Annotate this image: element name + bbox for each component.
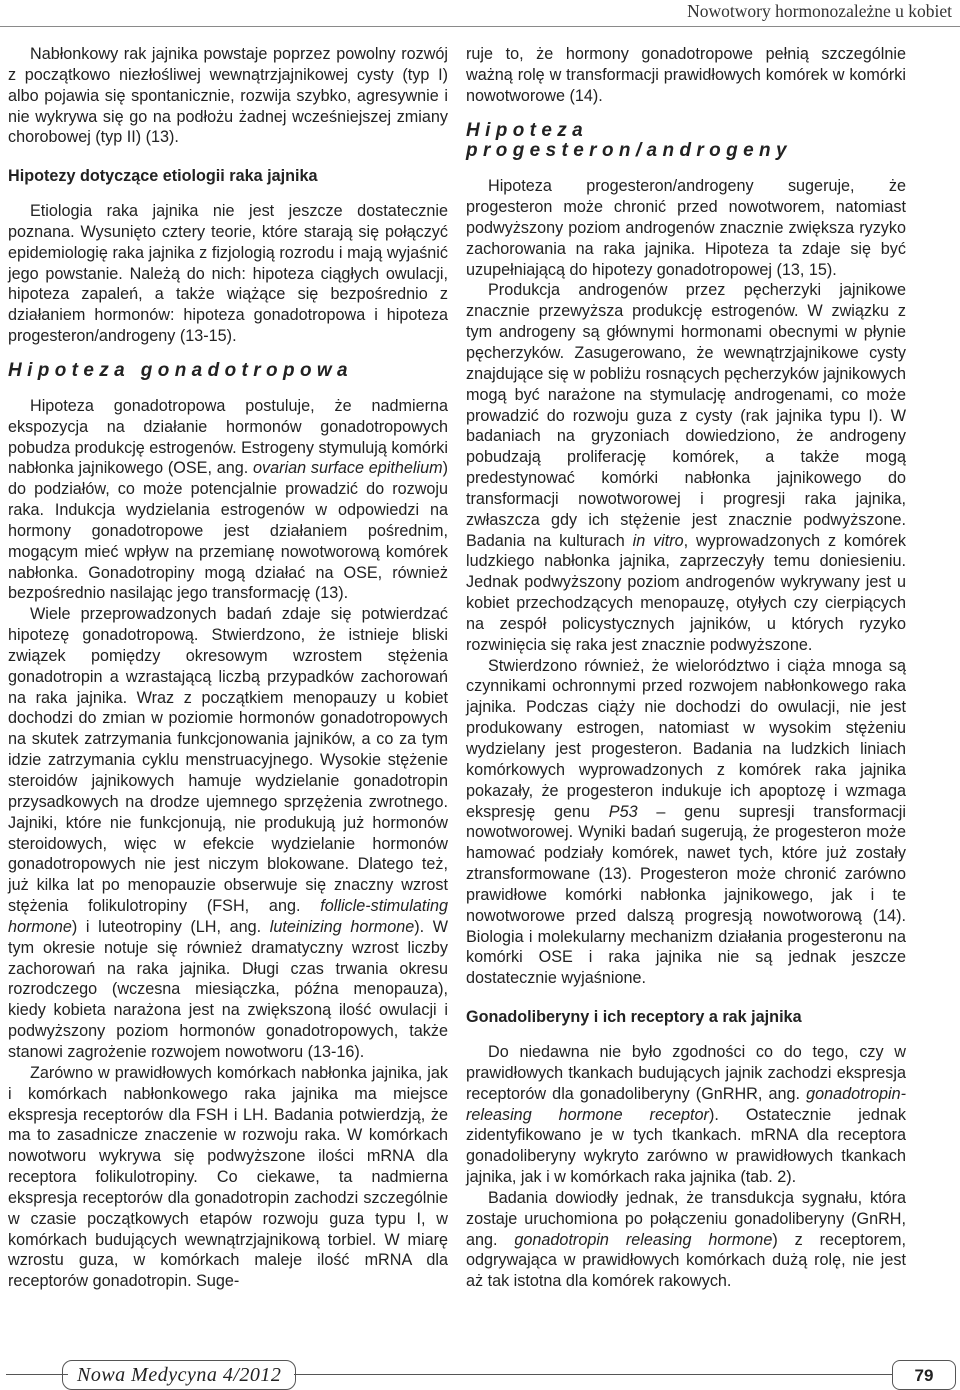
section-heading-gnrh: Gonadoliberyny i ich receptory a rak jajnika: [466, 1008, 802, 1027]
paragraph-progesterone-2: Produkcja androgenów przez pęcherzyki jajnikowe znacznie przewyższa produkcję estrogenów. W związku z tym androgeny są głównymi hormonami obecnymi w płynie pęcherzyków. Zasugerowano, że wewnątrzjajnikowe cysty znajdujące się w pobliżu rosnących pęcherzyków jajnikowych mogą być narażone na stymulację androgenami, co może prowadzić do rozwoju guza z cysty (rak jajnika typu I). W badaniach na gryzoniach dowiedziono, że androgeny pobudzają proliferację komórek, a także mogą predestynować komórki nabłonka jajnikowego do transformacji nowotworowej i progresji raka jajnika, zwłaszcza gdy ich stężenie jest znacznie podwyższone. Badania na kulturach in vitro, wyprowadzonych z komórek ludzkiego nabłonka jajnika, zaprzeczyły temu doniesieniu. Jednak podwyższony poziom androgenów wykrywany jest u kobiet przechodzących menopauzę, otyłych czy cierpiących na zespół policystycznych jajników, u których ryzyko rozwinięcia się raka jest znacznie podwyższone.: [466, 281, 906, 654]
journal-name-box: [62, 1360, 296, 1390]
paragraph-gonadotropic-2: Wiele przeprowadzonych badań zdaje się potwierdzać hipotezę gonadotropową. Stwierdzono, że istnieje bliski związek pomiędzy okresowym wzrostem stężenia gonadotropin a wzrastającą liczbą przypadków zachorowań na raka jajnika. Wraz z początkiem menopauzy u kobiet dochodzi do zmian w poziomie hormonów gonadotropowych na skutek zatrzymania funkcjonowania jajników, a co za tym idzie zatrzymania cyklu menstruacyjnego. Wysokie stężenie steroidów jajnikowych hamuje wydzielanie gonadotropin przysadkowych na drodze ujemnego sprzężenia zwrotnego. Jajniki, które nie funkcjonują, nie produkują już hormonów steroidowych, więc w efekcie wydzielanie hormonów gonadotropowych nie jest niczym blokowane. Dlatego też, już kilka lat po menopauzie obserwuje się znaczny wzrost stężenia folikulotropiny (FSH, ang. follicle-stimulating hormone) i luteotropiny (LH, ang. luteinizing hormone). W tym okresie notuje się również dramatyczny wzrost liczby zachorowań na raka jajnika. Długi czas trwania okresu rozrodczego (wczesna miesiączka, późna menopauza), kiedy kobieta narażona jest na zwiększoną ilość owulacji i podwyższony poziom hormonów gonadotropowych, także stanowi zagrożenie rozwojem nowotworu (13-16).: [8, 605, 448, 1061]
footer-rule-middle: [294, 1374, 892, 1375]
running-head-title: Nowotwory hormonozależne u kobiet: [687, 1, 952, 21]
left-column: [8, 44, 448, 1292]
page-footer: [0, 1358, 960, 1390]
right-column: [466, 44, 906, 1292]
paragraph-etiology: Etiologia raka jajnika nie jest jeszcze dostatecznie poznana. Wysunięto cztery teorie, które starają się połączyć epidemiologię raka jajnika z fizjologią rozrodu i mają wyjaśnić jego powstanie. Należą do nich: hipoteza ciągłych owulacji, hipoteza zapaleń, a także wiążące się bezpośrednio z działaniem hormonów: hipoteza gonadotropowa i hipoteza progesteron/androgeny (13-15).: [8, 202, 448, 346]
subsection-heading-gonadotropic: Hipoteza gonadotropowa: [8, 359, 353, 381]
paragraph-gonadotropic-1: Hipoteza gonadotropowa postuluje, że nadmierna ekspozycja na działanie hormonów gonadotropowych pobudza produkcję estrogenów. Estrogeny stymulują komórki nabłonka jajnikowego (OSE, ang. ovarian surface epithelium) do podziałów, co może potencjalnie prowadzić do rozwoju raka. Indukcja wydzielania estrogenów w odpowiedzi na hormony gonadotropowe jest działaniem pośrednim, mogącym mieć wpływ na przemianę nowotworową komórek nabłonka. Gonadotropiny mogą działać na OSE, również bezpośrednio nasilając jego transformację (13).: [8, 396, 448, 603]
paragraph-gnrh-1: Do niedawna nie było zgodności co do tego, czy w prawidłowych tkankach budujących jajnik zachodzi ekspresja receptorów dla gonadoliberyny (GnRHR, ang. gonadotropin-releasing hormone receptor). Ostatecznie jednak zidentyfikowano je w tych tkankach. mRNA dla receptora gonadoliberyny wykryto zarówno w prawidłowych tkankach jajnika, jak i w komórkach raka jajnika (tab. 2).: [466, 1042, 906, 1187]
running-header: [0, 0, 960, 27]
section-heading-etiology: Hipotezy dotyczące etiologii raka jajnika: [8, 167, 318, 186]
paragraph-continuation: ruje to, że hormony gonadotropowe pełnią szczególnie ważną rolę w transformacji prawidłowych komórek w komórki nowotworowe (14).: [466, 45, 906, 105]
subsection-heading-progesterone: Hipoteza progesteron/androgeny: [466, 119, 792, 162]
paragraph-gonadotropic-3: Zarówno w prawidłowych komórkach nabłonka jajnika, jak i komórkach nabłonkowego raka jajnika ma miejsce ekspresja receptorów dla FSH i LH. Badania potwierdzją, że ma to zasadnicze znaczenie w rozwoju raka. W komórkach nowotworu wykrywa się podwyższone ilości mRNA dla receptora folikulotropiny. Co ciekawe, ta nadmierna ekspresja receptorów dla gonadotropin zachodzi szczególnie w czasie początkowych etapów rozwoju guza typu I, w komórkach budujących wewnątrzjajnikową torbiel. W miarę wzrostu guza, w komórkach maleje ilość mRNA dla receptorów gonadotropin. Suge-: [8, 1063, 448, 1291]
page-number: 79: [914, 1366, 934, 1385]
footer-rule-left: [6, 1374, 68, 1375]
paragraph-gnrh-2: Badania dowiodły jednak, że transdukcja sygnału, która zostaje uruchomiona po połączeniu gonadoliberyny (GnRH, ang. gonadotropin releasing hormone) z receptorem, odgrywająca w prawidłowych komórkach dużą rolę, nie jest aż tak istotna dla komórek rakowych.: [466, 1188, 906, 1291]
paragraph-progesterone-1: Hipoteza progesteron/androgeny sugeruje, że progesteron może chronić przed nowotworem, natomiast podwyższony poziom androgenów znacznie zwiększa ryzyko zachorowania na raka jajnika. Hipoteza ta zdaje się być uzupełniającą do hipotezy gonadotropowej (13, 15).: [466, 177, 906, 279]
page-number-box: [892, 1360, 956, 1390]
paragraph-progesterone-3: Stwierdzono również, że wielorództwo i ciąża mnoga są czynnikami ochronnymi przed rozwojem nabłonkowego raka jajnika. Podczas ciąży nie dochodzi do owulacji, nie jest produkowany estrogen, natomiast w wysokim stężeniu wydzielany jest progesteron. Badania na ludzkich liniach komórkowych wyprowadzonych z komórek raka jajnika pokazały, że progesteron indukuje ich apoptozę i wzmaga ekspresję genu P53 – genu supresji transformacji nowotworowej. Wyniki badań sugerują, że progesteron może hamować podziały komórek, nawet tych, które już zostały ztransformowane (13). Progesteron może chronić zarówno prawidłowe komórki nabłonka jajnikowego, jak i te nowotworowe przed dalszą progresją nowotworową (14). Biologia i molekularny mechanizm działania progesteronu na komórki OSE i raka jajnika nie są jednak jeszcze dostatecznie wyjaśnione.: [466, 656, 906, 988]
paragraph-intro: Nabłonkowy rak jajnika powstaje poprzez powolny rozwój z początkowo niezłośliwej wewnątrzjajnikowej cysty (typ I) albo pojawia się spontanicznie, rozwija szybko, agresywnie i nie wykrywa się go na podłożu żadnej wcześniejszej zmiany chorobowej (typ II) (13).: [8, 45, 448, 147]
journal-name: Nowa Medycyna 4/2012: [77, 1364, 282, 1386]
